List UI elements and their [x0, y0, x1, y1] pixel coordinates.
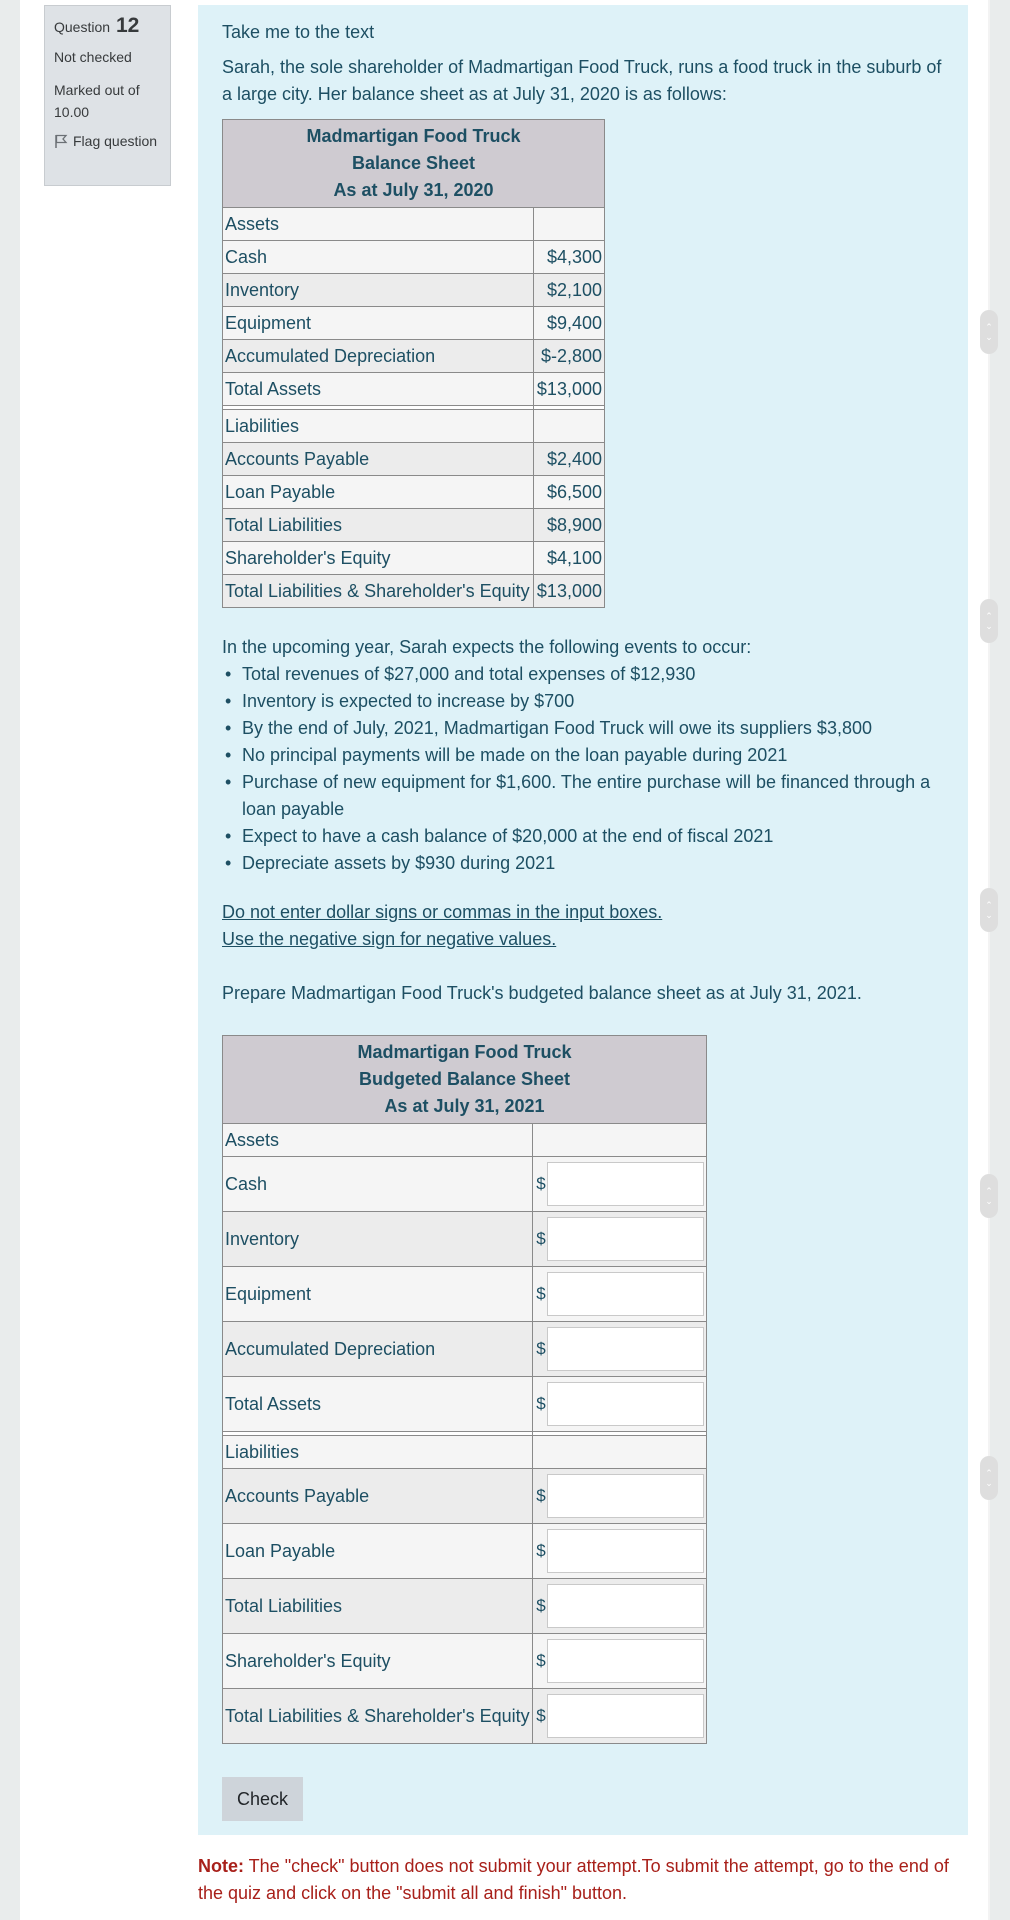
- cash-value: $4,300: [533, 241, 604, 274]
- events-list: [222, 661, 952, 877]
- left-page-margin: [0, 0, 20, 1920]
- scroll-handle[interactable]: [980, 888, 998, 932]
- inventory-value: $2,100: [533, 274, 604, 307]
- flag-question-label: Flag question: [73, 133, 158, 149]
- input-cell: [533, 1469, 707, 1524]
- table-row: [223, 1634, 707, 1689]
- question-label: Question: [54, 19, 111, 35]
- budget-cash-label: Cash: [223, 1157, 533, 1212]
- total-le-value: $13,000: [533, 575, 604, 608]
- chevron-up-icon: ⌃: [985, 611, 993, 621]
- input-cell: [533, 1634, 707, 1689]
- total-liab-label: Total Liabilities: [223, 509, 534, 542]
- list-item: • Expect to have a cash balance of $20,000 at the end of fiscal 2021: [222, 823, 952, 850]
- table-row: [223, 443, 605, 476]
- list-item: • No principal payments will be made on the loan payable during 2021: [222, 742, 952, 769]
- table-row: [223, 1322, 707, 1377]
- chevron-up-icon: ⌃: [985, 1468, 993, 1478]
- accum-dep-value: $-2,800: [533, 340, 604, 373]
- budget-inventory-label: Inventory: [223, 1212, 533, 1267]
- total-assets-value: $13,000: [533, 373, 604, 406]
- table-row: [223, 208, 605, 241]
- chevron-down-icon: ⌄: [985, 910, 993, 920]
- note-text: [198, 1853, 978, 1907]
- balance-sheet-2020-header: [223, 120, 605, 208]
- table-row: [223, 307, 605, 340]
- total-le-input[interactable]: [547, 1694, 704, 1738]
- budget-loan-label: Loan Payable: [223, 1524, 533, 1579]
- table-row: [223, 1436, 707, 1469]
- equity-label: Shareholder's Equity: [223, 542, 534, 575]
- table-row: [223, 1469, 707, 1524]
- dollar-sign: $: [536, 1339, 546, 1358]
- chevron-down-icon: ⌄: [985, 1196, 993, 1206]
- right-page-margin: [990, 0, 1010, 1920]
- list-item: • Total revenues of $27,000 and total expenses of $12,930: [222, 661, 952, 688]
- dollar-sign: $: [536, 1596, 546, 1615]
- balance-sheet-2020: [222, 119, 605, 608]
- empty-cell: [533, 1436, 707, 1469]
- list-item: • By the end of July, 2021, Madmartigan Food Truck will owe its suppliers $3,800: [222, 715, 952, 742]
- budget-ap-label: Accounts Payable: [223, 1469, 533, 1524]
- input-cell: [533, 1322, 707, 1377]
- accounts-payable-input[interactable]: [547, 1474, 704, 1518]
- input-cell: [533, 1689, 707, 1744]
- list-item: • Depreciate assets by $930 during 2021: [222, 850, 952, 877]
- dollar-sign: $: [536, 1706, 546, 1725]
- table-row: [223, 1124, 707, 1157]
- table-row: [223, 1377, 707, 1432]
- scroll-handle[interactable]: [980, 599, 998, 643]
- input-cell: [533, 1212, 707, 1267]
- question-grade: Marked out of 10.00: [54, 82, 140, 120]
- dollar-sign: $: [536, 1394, 546, 1413]
- table-row: [223, 476, 605, 509]
- balance-sheet-2020-company: Madmartigan Food Truck: [306, 126, 521, 146]
- empty-cell: [533, 1124, 707, 1157]
- empty-cell: [533, 410, 604, 443]
- cash-input[interactable]: [547, 1162, 704, 1206]
- balance-sheet-2020-date: As at July 31, 2020: [333, 180, 494, 200]
- question-intro: Sarah, the sole shareholder of Madmartigan Food Truck, runs a food truck in the suburb of a large city. Her balance sheet as at July 31, 2020 is as follows:: [222, 57, 942, 104]
- flag-icon: [54, 134, 69, 149]
- chevron-up-icon: ⌃: [985, 900, 993, 910]
- table-row: [223, 575, 605, 608]
- budget-sheet-company: Madmartigan Food Truck: [357, 1042, 572, 1062]
- list-item: • Purchase of new equipment for $1,600. The entire purchase will be financed through a loan payable: [222, 769, 952, 823]
- budget-total-le-label: Total Liabilities & Shareholder's Equity: [223, 1689, 533, 1744]
- check-button[interactable]: Check: [222, 1777, 303, 1821]
- table-row: [223, 1267, 707, 1322]
- accum-dep-label: Accumulated Depreciation: [223, 340, 534, 373]
- budget-sheet-2021: [222, 1035, 707, 1744]
- list-item: • Inventory is expected to increase by $700: [222, 688, 952, 715]
- dollar-sign: $: [536, 1651, 546, 1670]
- equipment-label: Equipment: [223, 307, 534, 340]
- budget-liabilities-header: Liabilities: [223, 1436, 533, 1469]
- budget-total-liab-label: Total Liabilities: [223, 1579, 533, 1634]
- table-row: [223, 1524, 707, 1579]
- question-number: 12: [115, 14, 140, 37]
- table-row: [223, 1157, 707, 1212]
- chevron-up-icon: ⌃: [985, 1186, 993, 1196]
- question-number-label: [54, 14, 161, 38]
- dollar-sign: $: [536, 1229, 546, 1248]
- take-me-to-text-link[interactable]: Take me to the text: [222, 22, 375, 42]
- inventory-label: Inventory: [223, 274, 534, 307]
- table-row: [223, 1689, 707, 1744]
- events-intro: In the upcoming year, Sarah expects the following events to occur:: [222, 637, 752, 657]
- scroll-handle[interactable]: [980, 1456, 998, 1500]
- chevron-down-icon: ⌄: [985, 332, 993, 342]
- table-row: [223, 340, 605, 373]
- input-cell: [533, 1267, 707, 1322]
- total-liabilities-input[interactable]: [547, 1584, 704, 1628]
- balance-sheet-2020-title: Balance Sheet: [351, 153, 476, 173]
- prepare-prompt: Prepare Madmartigan Food Truck's budgeted balance sheet as at July 31, 2021.: [222, 983, 862, 1003]
- table-row: [223, 509, 605, 542]
- equity-input[interactable]: [547, 1639, 704, 1683]
- cash-label: Cash: [223, 241, 534, 274]
- total-assets-label: Total Assets: [223, 373, 534, 406]
- total-assets-input[interactable]: [547, 1382, 704, 1426]
- budget-sheet-title: Budgeted Balance Sheet: [358, 1069, 571, 1089]
- input-cell: [533, 1579, 707, 1634]
- budget-assets-header: Assets: [223, 1124, 533, 1157]
- ap-label: Accounts Payable: [223, 443, 534, 476]
- budget-sheet-header: [223, 1036, 707, 1124]
- ap-value: $2,400: [533, 443, 604, 476]
- question-state: Not checked: [54, 49, 132, 65]
- table-row: [223, 373, 605, 406]
- dollar-sign: $: [536, 1284, 546, 1303]
- scroll-handle[interactable]: [980, 310, 998, 354]
- chevron-down-icon: ⌄: [985, 1478, 993, 1488]
- total-le-label: Total Liabilities & Shareholder's Equity: [223, 575, 534, 608]
- budget-total-assets-label: Total Assets: [223, 1377, 533, 1432]
- assets-header: Assets: [223, 208, 534, 241]
- dollar-sign: $: [536, 1174, 546, 1193]
- equity-value: $4,100: [533, 542, 604, 575]
- loan-label: Loan Payable: [223, 476, 534, 509]
- question-info-panel: [44, 5, 171, 186]
- accum-dep-input[interactable]: [547, 1327, 704, 1371]
- total-liab-value: $8,900: [533, 509, 604, 542]
- budget-equipment-label: Equipment: [223, 1267, 533, 1322]
- budget-sheet-date: As at July 31, 2021: [384, 1096, 545, 1116]
- flag-question-link[interactable]: [54, 131, 161, 152]
- table-row: [223, 241, 605, 274]
- table-row: [223, 274, 605, 307]
- equipment-input[interactable]: [547, 1272, 704, 1316]
- chevron-down-icon: ⌄: [985, 621, 993, 631]
- input-cell: [533, 1377, 707, 1432]
- question-content: [198, 5, 968, 1835]
- table-row: [223, 410, 605, 443]
- budget-accum-dep-label: Accumulated Depreciation: [223, 1322, 533, 1377]
- chevron-up-icon: ⌃: [985, 322, 993, 332]
- empty-cell: [533, 208, 604, 241]
- liabilities-header: Liabilities: [223, 410, 534, 443]
- input-cell: [533, 1157, 707, 1212]
- budget-equity-label: Shareholder's Equity: [223, 1634, 533, 1689]
- inventory-input[interactable]: [547, 1217, 704, 1261]
- scroll-handle[interactable]: [980, 1174, 998, 1218]
- input-cell: [533, 1524, 707, 1579]
- loan-payable-input[interactable]: [547, 1529, 704, 1573]
- note-label: Note:: [198, 1856, 244, 1876]
- instruction-negative: Use the negative sign for negative values.: [222, 929, 557, 949]
- loan-value: $6,500: [533, 476, 604, 509]
- note-body: The "check" button does not submit your attempt.To submit the attempt, go to the end of the quiz and click on the "submit all and finish" button.: [198, 1856, 949, 1903]
- table-row: [223, 1579, 707, 1634]
- table-row: [223, 1212, 707, 1267]
- dollar-sign: $: [536, 1486, 546, 1505]
- equipment-value: $9,400: [533, 307, 604, 340]
- table-row: [223, 542, 605, 575]
- dollar-sign: $: [536, 1541, 546, 1560]
- instruction-no-dollar: Do not enter dollar signs or commas in the input boxes.: [222, 902, 663, 922]
